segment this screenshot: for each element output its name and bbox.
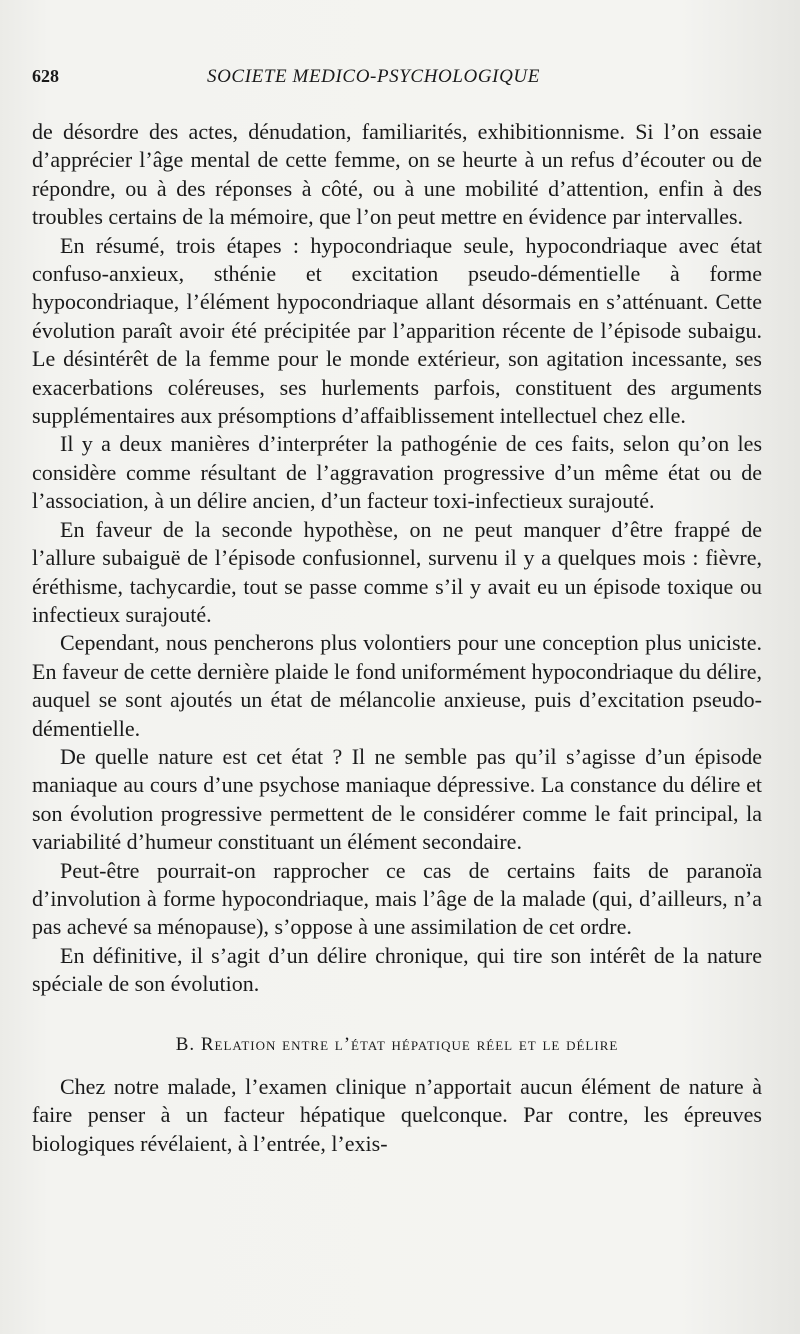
paragraph: En faveur de la seconde hypothèse, on ne peut manquer d’être frappé de l’allure subaiguë de l’épisode confusionnel, survenu il y a quelques mois : fièvre, éréthisme, tachycardie, tout se passe comme s’il y avait eu un épisode toxique ou infectieux surajouté.: [32, 516, 762, 627]
paragraph: En définitive, il s’agit d’un délire chronique, qui tire son intérêt de la nature spéciale de son évolution.: [32, 942, 762, 997]
paragraph: Peut-être pourrait-on rapprocher ce cas de certains faits de paranoïa d’involution à forme hypocondriaque, mais l’âge de la malade (qui, d’ailleurs, n’a pas achevé sa ménopause), s’oppose à une assimilation de cet ordre.: [32, 857, 762, 940]
running-title: SOCIETE MEDICO-PSYCHOLOGIQUE: [207, 66, 540, 87]
paragraph: Chez notre malade, l’examen clinique n’apportait aucun élément de nature à faire penser à un facteur hépatique quelconque. Par contre, les épreuves biologiques révélaient, à l’entrée, l’exis-: [32, 1074, 762, 1156]
page-number: 628: [32, 66, 59, 86]
page-header: [32, 66, 772, 100]
paragraph: En résumé, trois étapes : hypocondriaque seule, hypocondriaque avec état confuso-anxieux, sthénie et excitation pseudo-démentielle à forme hypocondriaque, l’élément hypocondriaque allant désormais en s’atténuant. Cette évolution paraît avoir été précipitée par l’apparition récente de l’épisode subaigu. Le désintérêt de la femme pour le monde extérieur, son agitation incessante, ses exacerbations coléreuses, ses hurlements parfois, constituent des arguments supplémentaires aux présomptions d’affaiblissement intellectuel chez elle.: [32, 232, 762, 429]
body-text: [32, 118, 762, 1158]
paragraph: Il y a deux manières d’interpréter la pathogénie de ces faits, selon qu’on les considère comme résultant de l’aggravation progressive d’un même état ou de l’association, à un délire ancien, d’un facteur toxi-infectieux surajouté.: [32, 431, 762, 514]
paragraph: Cependant, nous pencherons plus volontiers pour une conception plus uniciste. En faveur de cette dernière plaide le fond uniformément hypocondriaque du délire, auquel se sont ajoutés un état de mélancolie anxieuse, puis d’excitation pseudo-démentielle.: [32, 630, 762, 741]
paragraph: De quelle nature est cet état ? Il ne semble pas qu’il s’agisse d’un épisode maniaque au cours d’une psychose maniaque dépressive. La constance du délire et son évolution progressive permettent de le considérer comme le fait principal, la variabilité d’humeur constituant un élément secondaire.: [32, 743, 762, 855]
paragraph-continuation: de désordre des actes, dénudation, familiarités, exhibitionnisme. Si l’on essaie d’apprécier l’âge mental de cette femme, on se heurte à un refus d’écouter ou de répondre, ou à des réponses à côté, ou à une mobilité d’attention, enfin à des troubles certains de la mémoire, que l’on peut mettre en évidence par intervalles.: [32, 119, 762, 230]
section-heading: B. Relation entre l’état hépatique réel et le délire: [175, 1033, 619, 1055]
